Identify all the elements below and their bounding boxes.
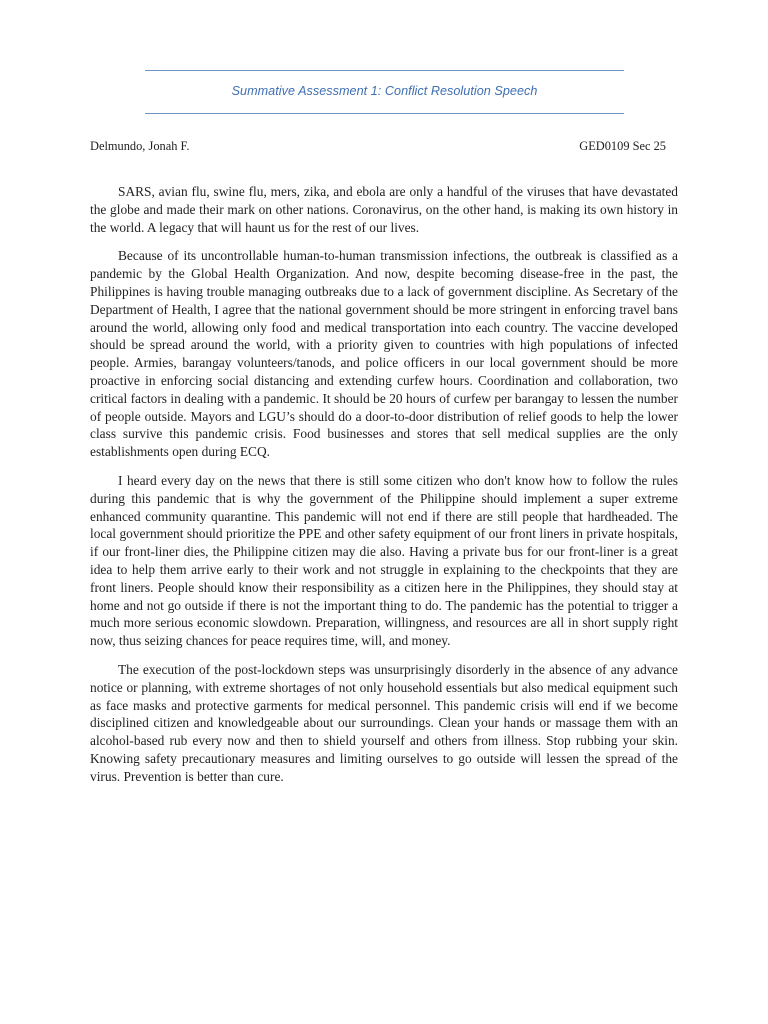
paragraph: I heard every day on the news that there is still some citizen who don't know how to follow the rules during this pandemic that is why the government of the Philippine should implement a super extreme enhanced community quarantine. This pandemic will not end if there are still people that hardheaded. The local government should prioritize the PPE and other safety equipment of our front liners in private hospitals, if our front-liner dies, the Philippine citizen may die also. Having a private bus for our front-liner is a great idea to help them arrive early to their work and not struggle in explaining to the checkpoints that they are front liners. People should know their responsibility as a citizen here in the Philippines, they should stay at home and not go outside if there is not the important thing to do. The pandemic has the potential to trigger a much more serious economic slowdown. Preparation, willingness, and resources are all in short supply right now, thus seizing chances for peace requires time, will, and money.: [90, 472, 678, 649]
paragraph: The execution of the post-lockdown steps was unsurprisingly disorderly in the absence of any advance notice or planning, with extreme shortages of not only household essentials but also medical equipment such as face masks and protective garments for medical personnel. This pandemic crisis will end if we become disciplined citizen and knowledgeable about our surroundings. Clean your hands or massage them with an alcohol-based rub every now and then to shield yourself and others from illness. Stop rubbing your skin. Knowing safety precautionary measures and limiting ourselves to go outside will lessen the spread of the virus. Prevention is better than cure.: [90, 661, 678, 784]
header-top-rule: [145, 70, 624, 71]
paragraph: Because of its uncontrollable human-to-human transmission infections, the outbreak is classified as a pandemic by the Global Health Organization. And now, despite becoming disease-free in the past, the Philippines is having trouble managing outbreaks due to a lack of government discipline. As Secretary of the Department of Health, I agree that the national government should be more stringent in enforcing travel bans around the world, allowing only food and medical transportation into each country. The vaccine developed should be spread around the world, with a priority given to countries with high populations of infected people. Armies, barangay volunteers/tanods, and police officers in our local government should be more proactive in enforcing social distancing and extending curfew hours. Coordination and collaboration, two critical factors in dealing with a pandemic. It should be 20 hours of curfew per barangay to lessen the number of people outside. Mayors and LGU’s should do a door-to-door distribution of relief goods to help the lower class survive this pandemic crisis. Food businesses and stores that sell medical supplies are the only establishments open during ECQ.: [90, 248, 678, 460]
speech-body: [90, 183, 678, 797]
course-section: GED0109 Sec 25: [579, 139, 666, 153]
header-bottom-rule: [145, 113, 624, 114]
author-name: Delmundo, Jonah F.: [90, 139, 190, 153]
paragraph: SARS, avian flu, swine flu, mers, zika, and ebola are only a handful of the viruses that have devastated the globe and made their mark on other nations. Coronavirus, on the other hand, is making its own history in the world. A legacy that will haunt us for the rest of our lives.: [90, 184, 678, 235]
document-title: Summative Assessment 1: Conflict Resolution Speech: [231, 84, 538, 98]
